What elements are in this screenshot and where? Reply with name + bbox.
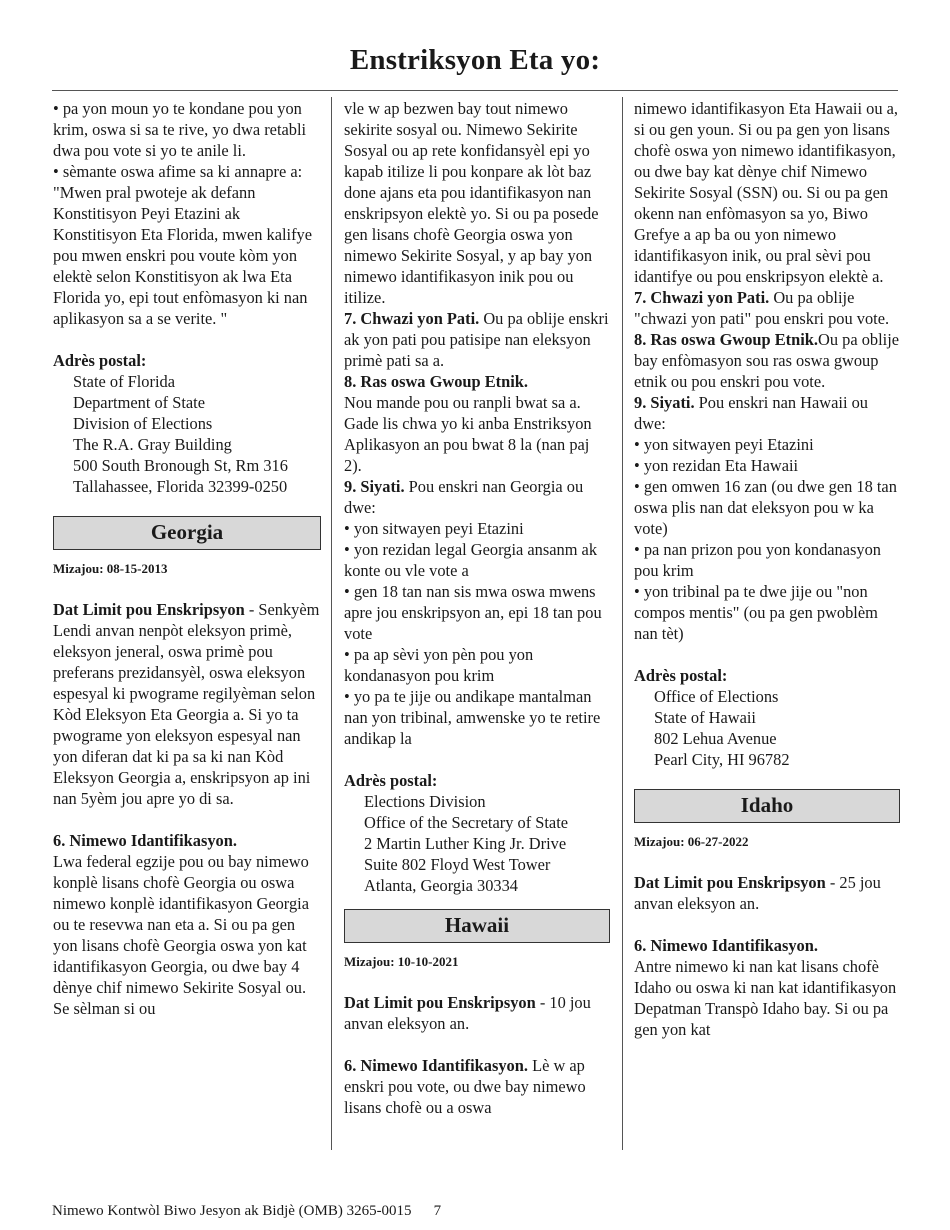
hawaii-id-continued: nimewo idantifikasyon Eta Hawaii ou a, si ou gen youn. Si ou pa gen yon lisans chofè oswa yon nimewo idantifikasyon, ou dwe bay kat dènye chif Nimewo Sekirite Sosyal (SSN) ou. Si ou pa gen okenn nan enfòmasyon sa yo, Biwo Grefye a ap ba ou yon nimewo idantifikasyon inik, ou pral sèvi pou idantifye ou pou enskripsyon elektè a. <box>634 99 899 286</box>
state-header-idaho: Idaho <box>634 789 900 823</box>
address-line: 802 Lehua Avenue <box>654 729 777 748</box>
address-line: Department of State <box>73 393 205 412</box>
address-line: The R.A. Gray Building <box>73 435 232 454</box>
hawaii-party: 7. Chwazi yon Pati. Ou pa oblije "chwazi yon pati" pou enskri pou vote. <box>634 288 890 328</box>
georgia-deadline: Dat Limit pou Enskripsyon - Senkyèm Lendi anvan nenpòt eleksyon primè, eleksyon jeneral, oswa primè pou preferans prezidansyèl, oswa eleksyon espesyal ki pwograme regilyèman selon Kòd Eleksyon Eta Georgia a. Si yo ta pwograme yon eleksyon espesyal nan yon diferan dat ki pa sa ki nan Kòd Eleksyon Georgia a, enskripsyon ap ini nan 5yèm jou apre yo di sa. <box>53 600 320 808</box>
address-line: State of Florida <box>73 372 175 391</box>
eligibility-bullet: • gen 18 tan nan sis mwa oswa mwens apre jou enskripsyon an, epi 18 tan pou vote <box>344 582 602 643</box>
column-1 <box>53 98 321 1019</box>
georgia-eligibility: 9. Siyati. Pou enskri nan Georgia ou dwe: <box>344 477 584 517</box>
hawaii-deadline: Dat Limit pou Enskripsyon - 10 jou anvan eleksyon an. <box>344 993 591 1033</box>
eligibility-bullet: • yon sitwayen peyi Etazini <box>634 435 814 454</box>
georgia-revision-date: Mizajou: 08-15-2013 <box>53 561 168 576</box>
state-header-georgia: Georgia <box>53 516 321 550</box>
florida-bullet-oath: • sèmante oswa afime sa ki annapre a: <box>53 162 303 181</box>
idaho-revision-date: Mizajou: 06-27-2022 <box>634 834 749 849</box>
eligibility-bullet: • yo pa te jije ou andikape mantalman nan yon tribinal, amwenske yo te retire andikap la <box>344 687 601 748</box>
column-3 <box>634 98 900 1040</box>
georgia-party: 7. Chwazi yon Pati. Ou pa oblije enskri ak yon pati pou patisipe nan eleksyon primè pati sa a. <box>344 309 609 370</box>
omb-control-number: Nimewo Kontwòl Biwo Jesyon ak Bidjè (OMB) 3265-0015 <box>52 1203 412 1219</box>
hawaii-id: 6. Nimewo Idantifikasyon. Lè w ap enskri pou vote, ou dwe bay nimewo lisans chofè ou a oswa <box>344 1056 586 1117</box>
eligibility-bullet: • gen omwen 16 zan (ou dwe gen 18 tan oswa plis nan dat eleksyon pou w ka vote) <box>634 477 897 538</box>
column-2 <box>344 98 610 1118</box>
address-line: Office of Elections <box>654 687 779 706</box>
eligibility-bullet: • yon tribinal pa te dwe jije ou "non compos mentis" (ou pa gen pwoblèm nan tèt) <box>634 582 878 643</box>
hawaii-revision-date: Mizajou: 10-10-2021 <box>344 954 459 969</box>
georgia-race-label: 8. Ras oswa Gwoup Etnik. <box>344 372 528 391</box>
column-divider-2 <box>622 97 623 1150</box>
eligibility-bullet: • yon rezidan legal Georgia ansanm ak konte ou vle vote a <box>344 540 598 580</box>
address-line: Elections Division <box>364 792 486 811</box>
eligibility-bullet: • pa nan prizon pou yon kondanasyon pou krim <box>634 540 881 580</box>
idaho-id-label: 6. Nimewo Idantifikasyon. <box>634 936 818 955</box>
idaho-deadline: Dat Limit pou Enskripsyon - 25 jou anvan eleksyon an. <box>634 873 881 913</box>
florida-bullet-conviction: • pa yon moun yo te kondane pou yon krim, oswa si sa te rive, yo dwa retabli dwa pou vote si yo te anile li. <box>53 99 307 160</box>
state-header-hawaii: Hawaii <box>344 909 610 943</box>
florida-address <box>53 371 321 497</box>
address-line: 500 South Bronough St, Rm 316 <box>73 456 288 475</box>
hawaii-address-label: Adrès postal: <box>634 666 728 685</box>
address-line: Atlanta, Georgia 30334 <box>364 876 519 895</box>
address-line: Suite 802 Floyd West Tower <box>364 855 551 874</box>
hawaii-eligibility: 9. Siyati. Pou enskri nan Hawaii ou dwe: <box>634 393 869 433</box>
georgia-id-text: Lwa federal egzije pou ou bay nimewo konplè lisans chofè Georgia ou oswa nimewo konplè idantifikasyon Georgia ou te resevwa nan eta a. Si ou pa gen yon lisans chofè Georgia oswa yon kat idantifikasyon Georgia, ou dwe bay 4 dènye chif nimewo Sekirite Sosyal ou. Se sèlman si ou <box>53 852 309 1018</box>
hawaii-race: 8. Ras oswa Gwoup Etnik.Ou pa oblije bay enfòmasyon sou ras oswa gwoup etnik ou pou enskri pou vote. <box>634 330 900 391</box>
address-line: Tallahassee, Florida 32399-0250 <box>73 477 288 496</box>
address-line: Office of the Secretary of State <box>364 813 569 832</box>
title-rule <box>52 90 898 91</box>
eligibility-bullet: • yon rezidan Eta Hawaii <box>634 456 799 475</box>
georgia-id-continued: vle w ap bezwen bay tout nimewo sekirite sosyal ou. Nimewo Sekirite Sosyal ou ap rete konfidansyèl epi yo kapab itilize li pou konpare ak lòt baz done ajans eta pou idantifikasyon nan enskripsyon elektè yo. Si ou pa posede gen lisans chofè Georgia oswa yon nimewo Sekirite Sosyal, y ap bay yon nimewo idantifikasyon inik pou ou itilize. <box>344 99 599 307</box>
address-line: State of Hawaii <box>654 708 756 727</box>
column-divider-1 <box>331 97 332 1150</box>
page-title: Enstriksyon Eta yo: <box>349 44 601 76</box>
address-line: Division of Elections <box>73 414 213 433</box>
hawaii-address <box>634 686 900 770</box>
idaho-id-text: Antre nimewo ki nan kat lisans chofè Idaho ou oswa ki nan kat idantifikasyon Depatman Transpò Idaho bay. Si ou pa gen yon kat <box>634 957 897 1039</box>
georgia-race-text: Nou mande pou ou ranpli bwat sa a. Gade lis chwa yo ki anba Enstriksyon Aplikasyon an pou bwat 8 la (nan paj 2). <box>344 393 592 475</box>
florida-oath-text: "Mwen pral pwoteje ak defann Konstitisyon Peyi Etazini ak Konstitisyon Eta Florida, mwen kalifye pou mwen enskri pou voute kòm yon elektè selon Konstitisyon ak lwa Eta Florida yo, epi tout enfòmasyon ki nan aplikasyon sa a se verite. " <box>53 183 313 328</box>
georgia-id-label: 6. Nimewo Idantifikasyon. <box>53 831 237 850</box>
florida-address-label: Adrès postal: <box>53 351 147 370</box>
eligibility-bullet: • yon sitwayen peyi Etazini <box>344 519 524 538</box>
eligibility-bullet: • pa ap sèvi yon pèn pou yon kondanasyon pou krim <box>344 645 534 685</box>
address-line: 2 Martin Luther King Jr. Drive <box>364 834 567 853</box>
page-number: 7 <box>433 1203 442 1219</box>
georgia-address-label: Adrès postal: <box>344 771 438 790</box>
address-line: Pearl City, HI 96782 <box>654 750 790 769</box>
page-footer <box>52 1203 441 1220</box>
georgia-address <box>344 791 610 896</box>
